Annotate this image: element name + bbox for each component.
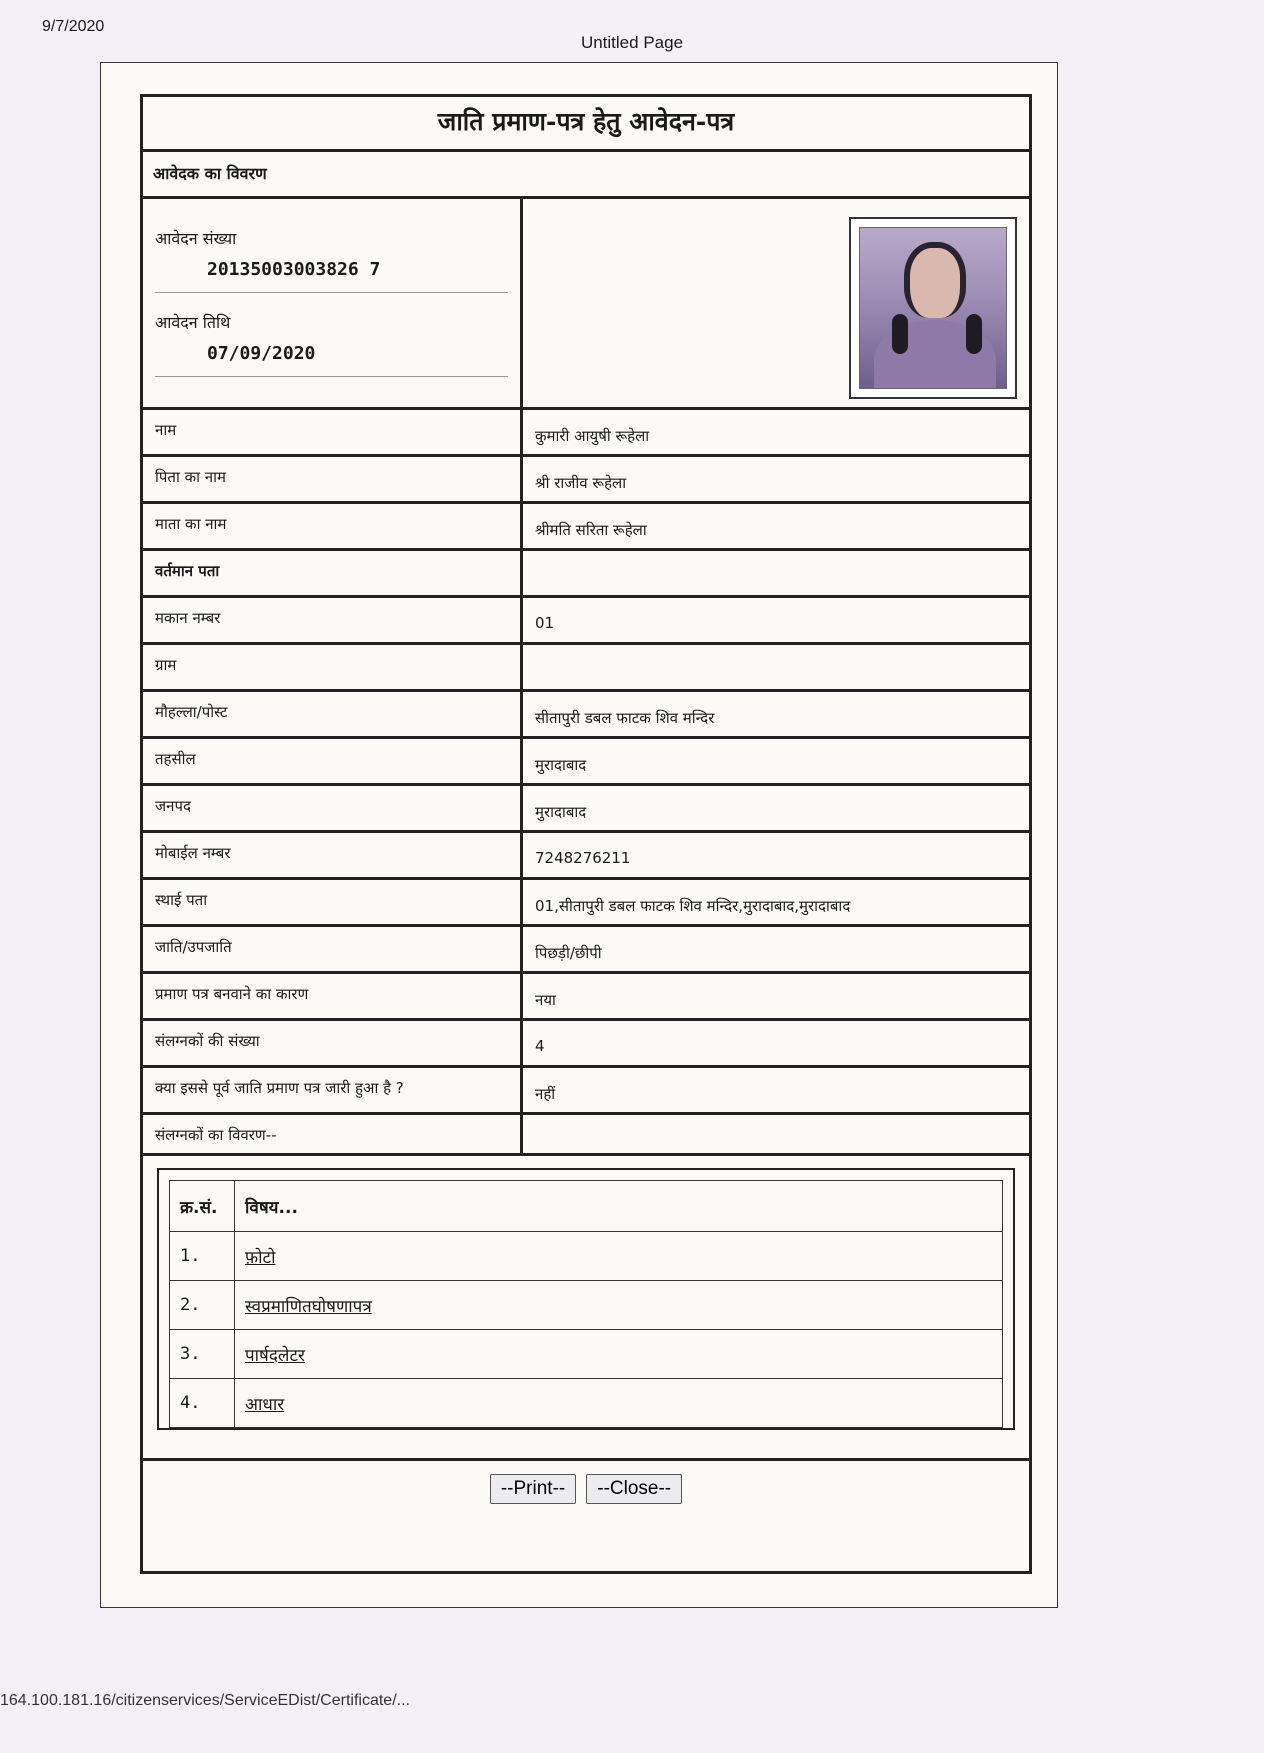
row-value: मुरादाबाद <box>535 803 587 821</box>
table-header-row <box>170 1181 1003 1232</box>
row-mother-name <box>143 504 1029 551</box>
row-mobile-number <box>143 833 1029 880</box>
row-reason <box>143 974 1029 1021</box>
application-number-value: 20135003003826 7 <box>207 259 381 280</box>
row-name <box>143 410 1029 457</box>
row-value <box>523 551 1029 595</box>
attachment-number: 1. <box>170 1232 235 1281</box>
row-label: क्या इससे पूर्व जाति प्रमाण पत्र जारी हुआ है ? <box>143 1068 523 1112</box>
row-label: तहसील <box>143 739 523 783</box>
application-number-label: आवेदन संख्या <box>155 229 237 248</box>
row-value: 7248276211 <box>535 849 631 867</box>
row-label: जाति/उपजाति <box>143 927 523 971</box>
row-label: नाम <box>143 410 523 454</box>
table-row <box>170 1379 1003 1428</box>
row-father-name <box>143 457 1029 504</box>
row-village <box>143 645 1029 692</box>
attachment-number: 4. <box>170 1379 235 1428</box>
application-info-block <box>143 199 1029 410</box>
application-form <box>140 94 1032 1574</box>
attachments-table <box>169 1180 1003 1428</box>
print-date: 9/7/2020 <box>42 18 105 35</box>
attachments-section <box>143 1156 1029 1461</box>
row-label: पिता का नाम <box>143 457 523 501</box>
photo-cell <box>523 199 1029 407</box>
attachment-number: 2. <box>170 1281 235 1330</box>
row-label: संलग्नकों का विवरण-- <box>143 1115 523 1153</box>
row-label: संलग्नकों की संख्या <box>143 1021 523 1065</box>
attachment-link-self-declaration[interactable]: स्वप्रमाणितघोषणापत्र <box>245 1296 372 1317</box>
row-attachment-count <box>143 1021 1029 1068</box>
row-value: श्री राजीव रूहेला <box>535 474 627 492</box>
row-value: सीतापुरी डबल फाटक शिव मन्दिर <box>535 709 715 727</box>
row-permanent-address <box>143 880 1029 927</box>
column-header-serial: क्र.सं. <box>170 1181 235 1232</box>
row-value: मुरादाबाद <box>535 756 587 774</box>
attachment-cell <box>235 1232 1003 1281</box>
attachment-number: 3. <box>170 1330 235 1379</box>
print-page-title: Untitled Page <box>580 33 684 52</box>
row-label: जनपद <box>143 786 523 830</box>
row-label: ग्राम <box>143 645 523 689</box>
row-caste <box>143 927 1029 974</box>
row-value: श्रीमति सरिता रूहेला <box>535 521 647 539</box>
row-label: माता का नाम <box>143 504 523 548</box>
row-value: 4 <box>535 1037 545 1055</box>
applicant-photo <box>859 227 1007 389</box>
row-label: मौहल्ला/पोस्ट <box>143 692 523 736</box>
row-value: 01,सीतापुरी डबल फाटक शिव मन्दिर,मुरादाबाद,मुरादाबाद <box>535 897 851 915</box>
row-value: कुमारी आयुषी रूहेला <box>535 427 650 445</box>
print-button[interactable]: --Print-- <box>490 1474 576 1504</box>
attachment-link-councillor-letter[interactable]: पार्षदलेटर <box>245 1345 305 1366</box>
row-locality-post <box>143 692 1029 739</box>
row-value <box>523 1115 1029 1153</box>
row-value: नहीं <box>535 1085 556 1103</box>
attachments-box <box>157 1168 1015 1430</box>
divider <box>155 376 508 377</box>
row-current-address <box>143 551 1029 598</box>
row-label: स्थाई पता <box>143 880 523 924</box>
application-meta <box>143 199 523 407</box>
section-applicant-details: आवेदक का विवरण <box>143 152 1029 199</box>
photo-frame <box>849 217 1017 399</box>
row-label: मकान नम्बर <box>143 598 523 642</box>
table-row <box>170 1281 1003 1330</box>
column-header-subject: विषय... <box>235 1181 1003 1232</box>
application-date-label: आवेदन तिथि <box>155 313 231 332</box>
attachment-cell <box>235 1379 1003 1428</box>
row-label: वर्तमान पता <box>143 551 523 595</box>
attachment-cell <box>235 1330 1003 1379</box>
table-row <box>170 1330 1003 1379</box>
button-bar <box>143 1461 1029 1517</box>
row-value: 01 <box>535 614 555 632</box>
row-tehsil <box>143 739 1029 786</box>
row-label: मोबाईल नम्बर <box>143 833 523 877</box>
row-value <box>523 645 1029 689</box>
attachment-link-photo[interactable]: फ़ोटो <box>245 1247 276 1268</box>
attachment-cell <box>235 1281 1003 1330</box>
row-label: प्रमाण पत्र बनवाने का कारण <box>143 974 523 1018</box>
row-attachment-details <box>143 1115 1029 1156</box>
close-button[interactable]: --Close-- <box>586 1474 682 1504</box>
row-previous-certificate <box>143 1068 1029 1115</box>
row-house-number <box>143 598 1029 645</box>
row-value: नया <box>535 991 556 1009</box>
row-district <box>143 786 1029 833</box>
row-value: पिछड़ी/छीपी <box>535 944 602 962</box>
application-date-value: 07/09/2020 <box>207 343 316 364</box>
form-title: जाति प्रमाण-पत्र हेतु आवेदन-पत्र <box>143 97 1029 152</box>
print-url: 164.100.181.16/citizenservices/ServiceEDist/Certificate/... <box>0 1692 410 1709</box>
table-row <box>170 1232 1003 1281</box>
attachment-link-aadhaar[interactable]: आधार <box>245 1394 285 1415</box>
divider <box>155 292 508 293</box>
